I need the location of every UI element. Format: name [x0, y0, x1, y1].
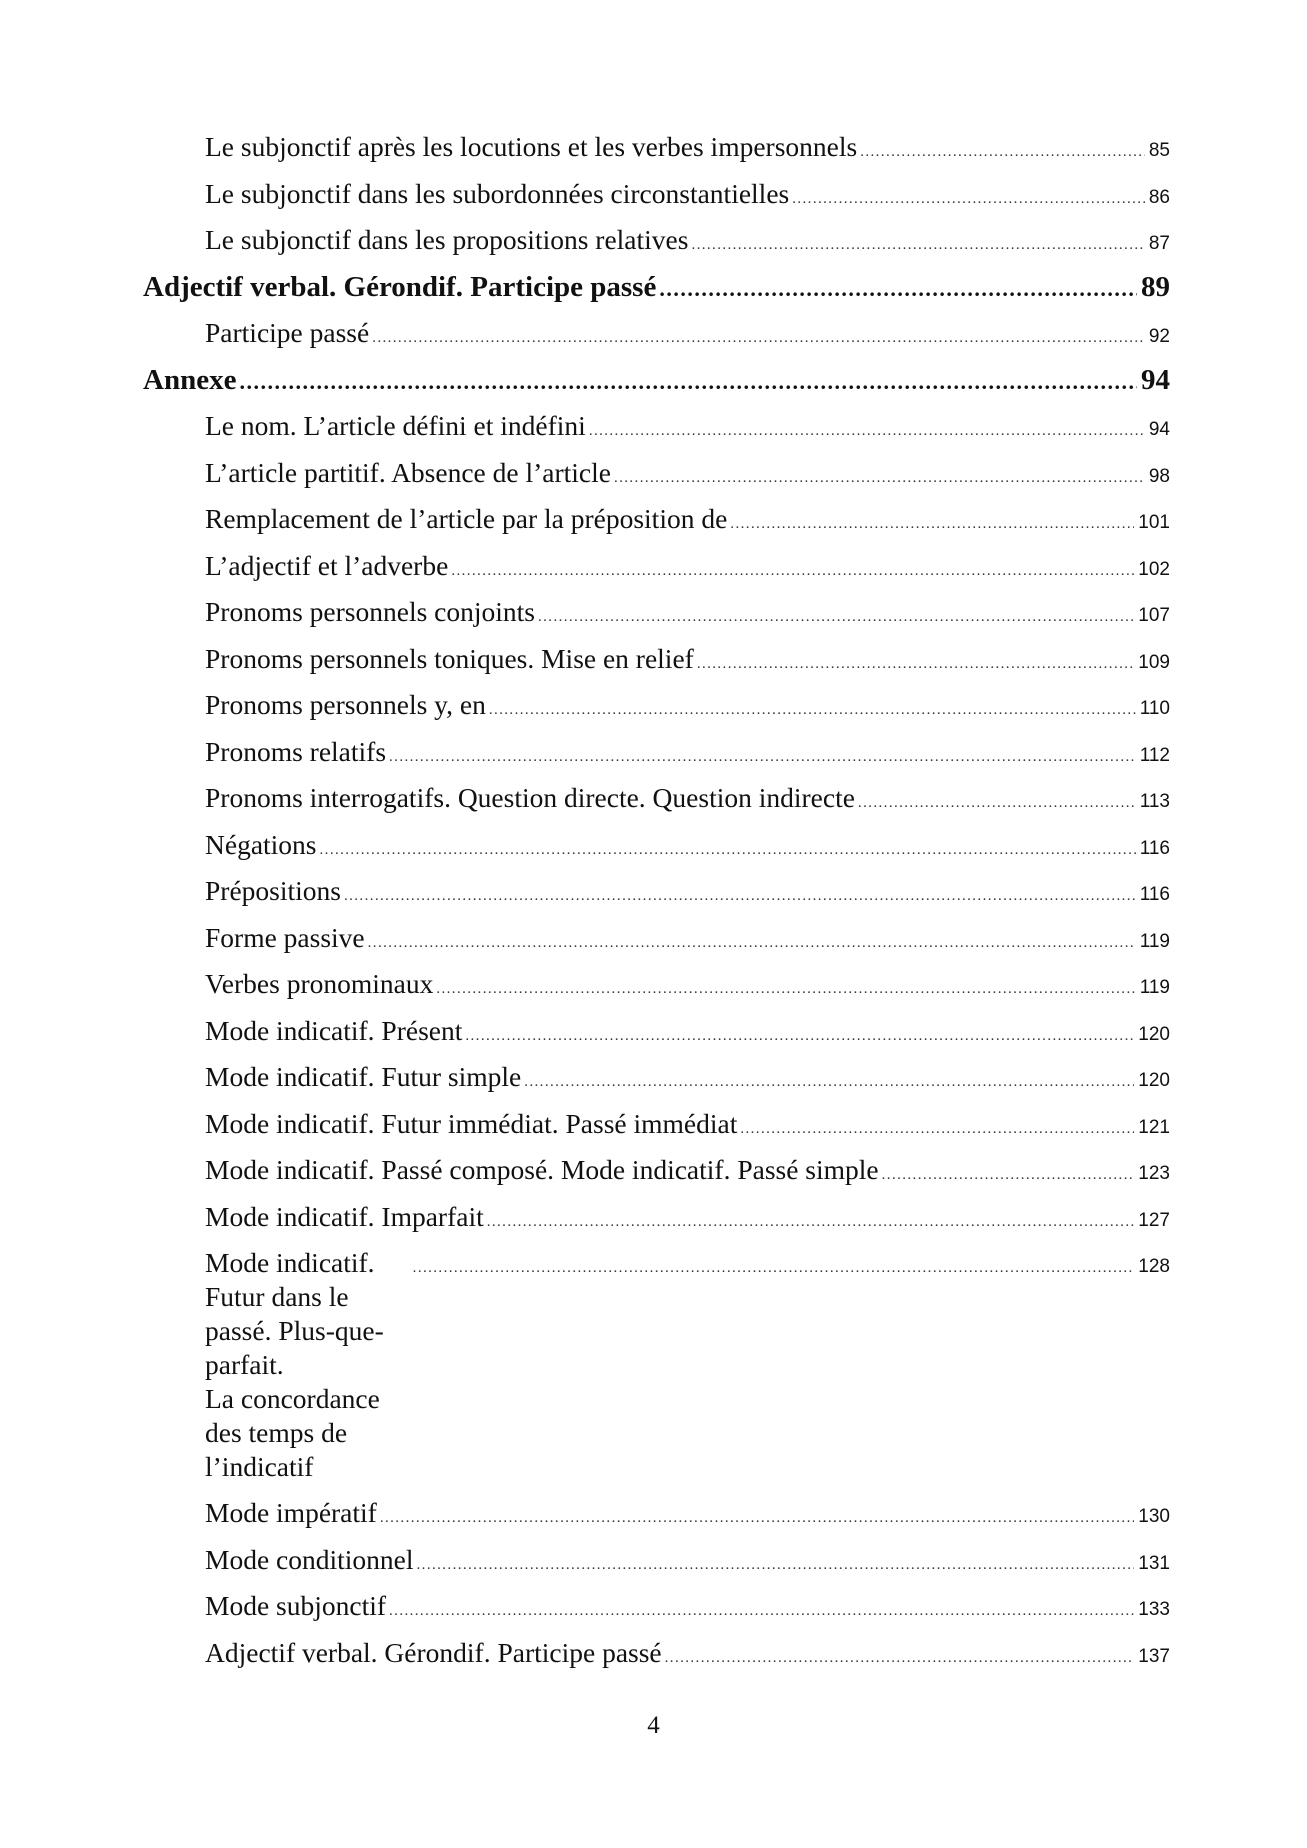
toc-entry: [143, 1194, 1170, 1241]
dot-leader: [614, 455, 1145, 502]
toc-entry-title-line1: Mode indicatif. Futur dans le passé. Plus-que-parfait.: [205, 1247, 384, 1380]
dot-leader: [860, 129, 1145, 176]
toc-entry-page: 112: [1139, 744, 1170, 766]
toc-entry-page: 127: [1138, 1209, 1170, 1231]
toc-entry-title: Pronoms personnels conjoints: [205, 596, 535, 627]
dot-leader: [524, 1059, 1134, 1106]
toc-entry-title: Mode indicatif. Présent: [205, 1014, 463, 1046]
toc-entry: [143, 310, 1170, 357]
dot-leader: [389, 1588, 1134, 1635]
toc-entry: [143, 589, 1170, 636]
toc-entry-page: 119: [1139, 977, 1170, 998]
toc-section-page: 94: [1141, 363, 1170, 396]
toc-section: [143, 357, 1170, 404]
toc-entry-page: 102: [1138, 558, 1170, 580]
dot-leader: [436, 966, 1135, 1013]
toc-entry: [143, 1054, 1170, 1101]
toc-entry-title: Mode conditionnel: [205, 1543, 414, 1575]
dot-leader: [320, 827, 1136, 874]
toc-entry-title: Le subjonctif après les locutions et les verbes impersonnels: [205, 131, 858, 162]
toc-entry-title: Mode indicatif. Imparfait: [205, 1200, 484, 1232]
dot-leader: [792, 176, 1145, 223]
dot-leader: [417, 1542, 1135, 1589]
dot-leader: [691, 222, 1144, 269]
toc-section: [143, 264, 1170, 311]
dot-leader: [372, 315, 1145, 362]
toc-section-page: 89: [1141, 270, 1170, 303]
toc-entry-title: Adjectif verbal. Gérondif. Participe passé: [205, 1636, 662, 1668]
toc-entry-page: 130: [1138, 1506, 1170, 1527]
toc-entry-title: Forme passive: [205, 921, 365, 953]
toc-entry-title: Mode indicatif. Futur immédiat. Passé immédiat: [205, 1107, 738, 1139]
toc-entry: [143, 961, 1170, 1008]
dot-leader: [465, 1013, 1134, 1060]
toc-entry-title: Prépositions: [205, 875, 341, 906]
toc-entry-title: Pronoms interrogatifs. Question directe. Question indirecte: [205, 782, 855, 813]
toc-entry-page: 120: [1138, 1023, 1170, 1045]
dot-leader: [659, 266, 1137, 313]
toc-entry-page: 120: [1138, 1070, 1170, 1091]
toc-entry-page: 119: [1139, 930, 1170, 952]
toc-entry-title: Remplacement de l’article par la préposition de: [205, 503, 728, 534]
toc-entry: [143, 822, 1170, 869]
toc-entry: [143, 868, 1170, 915]
dot-leader: [858, 780, 1136, 827]
dot-leader: [389, 734, 1136, 781]
toc-entry-page: 109: [1138, 651, 1170, 673]
toc-entry-title: Pronoms personnels y, en: [205, 689, 486, 720]
toc-entry-page: 123: [1138, 1163, 1170, 1184]
dot-leader: [451, 548, 1134, 595]
toc-entry: [143, 775, 1170, 822]
toc-entry-page: 94: [1148, 419, 1170, 440]
toc-entry-page: 137: [1138, 1645, 1170, 1667]
toc-entry-page: 133: [1138, 1599, 1170, 1620]
dot-leader: [380, 1495, 1134, 1542]
toc-section-title: Annexe: [143, 363, 237, 396]
toc-entry-title: Pronoms personnels toniques. Mise en relief: [205, 642, 694, 674]
toc-entry-page: 128: [1138, 1256, 1170, 1277]
toc-entry-title: L’adjectif et l’adverbe: [205, 549, 449, 581]
toc-entry: [143, 1583, 1170, 1630]
toc-entry-multiline: [143, 1240, 1170, 1490]
toc-entry: [143, 124, 1170, 171]
toc-entry-page: 116: [1139, 884, 1170, 905]
toc-entry-title: Le subjonctif dans les propositions relatives: [205, 224, 689, 255]
toc-entry-title: Le subjonctif dans les subordonnées circonstantielles: [205, 177, 790, 209]
toc-section-title: Adjectif verbal. Gérondif. Participe passé: [143, 270, 657, 303]
toc-entry: [143, 729, 1170, 776]
toc-entry-page: 87: [1148, 233, 1170, 254]
toc-entry: [143, 217, 1170, 264]
toc-entry-title: Mode impératif: [205, 1497, 377, 1528]
toc-entry-title: Verbes pronominaux: [205, 968, 434, 999]
dot-leader: [538, 594, 1134, 641]
dot-leader: [882, 1152, 1135, 1199]
dot-leader: [740, 1106, 1134, 1153]
toc-entry-title: Mode subjonctif: [205, 1590, 387, 1621]
dot-leader: [697, 641, 1134, 688]
toc-entry: [143, 1630, 1170, 1677]
dot-leader: [344, 873, 1136, 920]
toc-entry-title: Mode indicatif. Passé composé. Mode indicatif. Passé simple: [205, 1154, 879, 1185]
toc-entry-page: 101: [1138, 512, 1170, 533]
dot-leader: [589, 408, 1145, 455]
toc-entry-page: 86: [1148, 186, 1170, 208]
toc-entry-title: Le nom. L’article défini et indéfini: [205, 410, 586, 441]
toc-entry-page: 113: [1139, 791, 1170, 812]
dot-leader: [487, 1199, 1135, 1246]
toc-entry: [143, 543, 1170, 590]
dot-leader: [730, 501, 1134, 548]
toc-entry: [143, 496, 1170, 543]
dot-leader: [239, 359, 1137, 406]
toc-entry-title: Participe passé: [205, 317, 370, 348]
toc-entry: [143, 1490, 1170, 1537]
toc-entry-title: Mode indicatif. Futur simple: [205, 1061, 522, 1092]
toc-entry: [143, 1537, 1170, 1584]
dot-leader: [368, 920, 1136, 967]
toc-entry: [143, 636, 1170, 683]
toc-entry-title: Négations: [205, 828, 317, 860]
toc-entry-title: L’article partitif. Absence de l’article: [205, 456, 611, 488]
dot-leader: [665, 1635, 1135, 1682]
toc-entry: [143, 915, 1170, 962]
toc-entry-title: [205, 1246, 410, 1484]
dot-leader: [413, 1251, 1135, 1285]
toc-entry-page: 121: [1138, 1116, 1170, 1138]
toc-entry: [143, 403, 1170, 450]
page-number: 4: [647, 1712, 660, 1739]
toc-entry: [143, 171, 1170, 218]
toc-entry-page: 110: [1139, 698, 1170, 719]
toc-entry: [143, 450, 1170, 497]
toc-entry-page: 131: [1138, 1552, 1170, 1574]
dot-leader: [489, 687, 1136, 734]
toc-entry-page: 98: [1148, 465, 1170, 487]
toc-entry: [143, 1101, 1170, 1148]
table-of-contents: [143, 124, 1170, 1676]
toc-entry: [143, 682, 1170, 729]
toc-entry: [143, 1008, 1170, 1055]
toc-entry-page: 85: [1148, 140, 1170, 161]
toc-entry-title: Pronoms relatifs: [205, 735, 387, 767]
toc-entry-page: 92: [1148, 326, 1170, 347]
toc-entry-page: 107: [1138, 605, 1170, 626]
toc-entry-page: 116: [1139, 837, 1170, 859]
toc-entry: [143, 1147, 1170, 1194]
toc-entry-title-line2: La concordance des temps de l’indicatif: [205, 1383, 380, 1482]
